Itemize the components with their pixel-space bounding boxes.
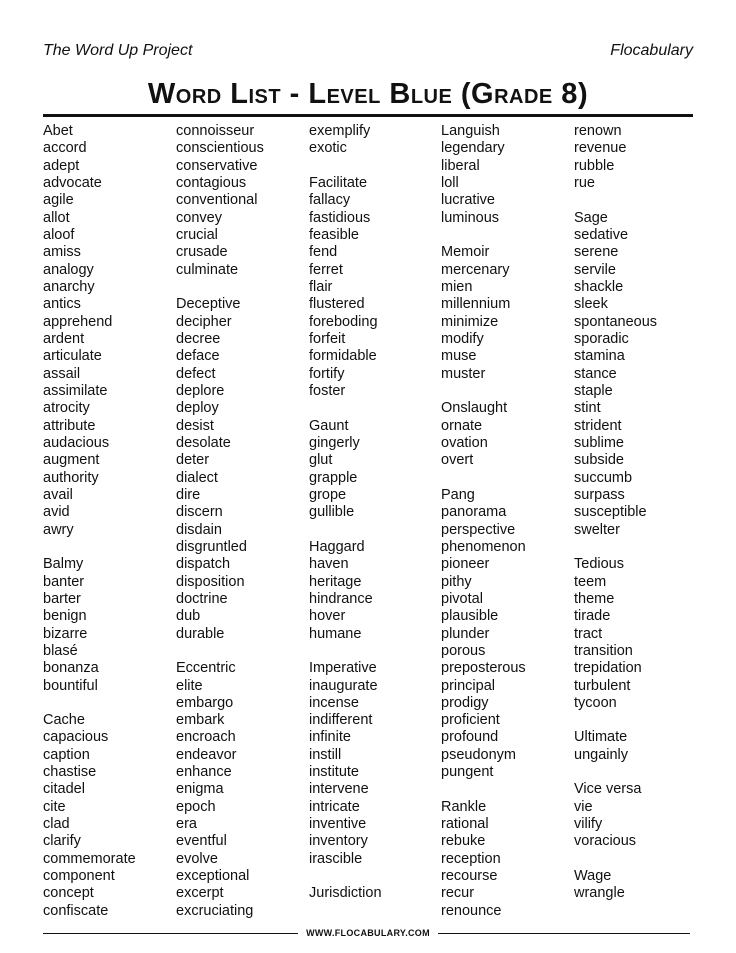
word-item: ferret [309,261,343,278]
word-item: overt [441,452,474,469]
word-item: endeavor [176,746,237,763]
word-gap [176,279,306,296]
footer-rule-left [43,933,298,934]
word-item: adept [43,157,80,174]
word-item: perspective [441,521,516,538]
word-item: Languish [441,123,500,139]
word-item: principal [441,677,495,694]
word-gap [43,695,173,712]
word-item: swelter [574,521,620,538]
word-gap [574,764,704,781]
word-item: flair [309,278,333,295]
word-item: amiss [43,244,81,261]
word-item: capacious [43,729,109,746]
word-gap [309,158,439,175]
word-item: inventive [309,816,367,833]
word-item: gullible [309,504,355,521]
word-item: ungainly [574,746,629,763]
word-item: crusade [176,244,228,261]
title-rule [43,114,693,117]
word-item: Wage [574,868,612,885]
word-item: subside [574,452,624,469]
word-item: decipher [176,313,232,330]
word-item: Imperative [309,660,377,677]
word-item: embargo [176,694,234,711]
word-gap [309,868,439,885]
word-item: forfeit [309,330,346,347]
word-item: sedative [574,226,629,243]
word-item: plausible [441,608,499,625]
brand-name: Flocabulary [610,42,693,59]
word-item: recourse [441,868,498,885]
word-item: liberal [441,157,480,174]
word-item: tract [574,625,603,642]
word-item: rebuke [441,833,486,850]
word-item: haven [309,556,349,573]
word-item: feasible [309,226,359,243]
word-item: chastise [43,764,97,781]
word-item: rubble [574,157,615,174]
word-item: susceptible [574,504,647,521]
word-item: legendary [441,140,505,157]
word-item: Jurisdiction [309,885,382,902]
word-item: minimize [441,313,499,330]
word-item: anarchy [43,278,95,295]
word-item: trepidation [574,660,642,677]
word-item: porous [441,642,486,659]
word-gap [574,539,704,556]
word-item: defect [176,365,216,382]
word-item: elite [176,677,203,694]
word-item: voracious [574,833,637,850]
word-item: recur [441,885,475,902]
word-gap [574,712,704,729]
word-item: intricate [309,798,360,815]
word-item: institute [309,764,359,781]
word-item: awry [43,521,74,538]
word-item: infinite [309,729,351,746]
word-item: antics [43,296,81,313]
word-item: inaugurate [309,677,378,694]
word-item: exotic [309,140,347,157]
word-item: eventful [176,833,227,850]
word-gap [574,192,704,209]
word-item: deploy [176,400,219,417]
word-item: strident [574,417,622,434]
word-item: fend [309,244,338,261]
word-item: glut [309,452,333,469]
word-item: deter [176,452,210,469]
word-item: exceptional [176,868,250,885]
word-item: intervene [309,781,369,798]
word-item: preposterous [441,660,526,677]
word-item: instill [309,746,342,763]
word-item: grapple [309,469,358,486]
word-item: sublime [574,434,624,451]
word-item: conservative [176,157,258,174]
word-item: caption [43,746,90,763]
word-item: spontaneous [574,313,658,330]
word-item: assail [43,365,81,382]
word-item: Cache [43,712,85,729]
footer-rule-right [438,933,690,934]
word-item: luminous [441,209,500,226]
word-item: benign [43,608,87,625]
word-item: Deceptive [176,296,241,313]
word-item: hindrance [309,590,373,607]
word-item: embark [176,712,225,729]
word-item: dire [176,486,201,503]
word-item: Eccentric [176,660,236,677]
word-item: conscientious [176,140,264,157]
word-item: articulate [43,348,102,365]
word-item: decree [176,330,221,347]
word-item: discern [176,504,223,521]
word-item: Ultimate [574,729,628,746]
word-item: bizarre [43,625,88,642]
word-item: indifferent [309,712,373,729]
word-item: phenomenon [441,538,526,555]
word-item: banter [43,573,85,590]
word-item: Pang [441,486,475,503]
word-item: wrangle [574,885,625,902]
word-item: modify [441,330,484,347]
word-item: shackle [574,278,624,295]
word-column-5 [574,123,704,903]
word-item: avail [43,486,73,503]
word-item: era [176,816,197,833]
word-item: contagious [176,174,247,191]
word-item: concept [43,885,94,902]
word-item: audacious [43,434,110,451]
word-item: disdain [176,521,222,538]
word-item: analogy [43,261,94,278]
word-item: commemorate [43,850,136,867]
word-item: proficient [441,712,500,729]
word-item: sleek [574,296,608,313]
word-item: grope [309,486,347,503]
word-item: heritage [309,573,362,590]
word-item: bonanza [43,660,99,677]
word-item: vilify [574,816,603,833]
word-item: gingerly [309,434,360,451]
word-gap [309,643,439,660]
word-item: advocate [43,174,102,191]
word-item: theme [574,590,615,607]
word-item: durable [176,625,225,642]
word-item: Balmy [43,556,84,573]
word-item: Onslaught [441,400,508,417]
word-item: Abet [43,123,73,139]
word-item: fallacy [309,192,351,209]
word-item: desolate [176,434,231,451]
word-item: apprehend [43,313,113,330]
word-item: Sage [574,209,608,226]
word-item: lucrative [441,192,495,209]
word-item: exemplify [309,123,371,139]
word-column-4 [441,123,571,920]
word-item: avid [43,504,70,521]
word-item: deplore [176,382,225,399]
word-item: pithy [441,573,472,590]
word-item: deface [176,348,220,365]
word-item: conventional [176,192,258,209]
word-item: fastidious [309,209,371,226]
word-item: dub [176,608,201,625]
word-item: bountiful [43,677,98,694]
word-gap [441,383,571,400]
word-item: servile [574,261,616,278]
word-item: millennium [441,296,511,313]
word-item: Facilitate [309,174,368,191]
word-item: tycoon [574,694,617,711]
word-item: stance [574,365,617,382]
word-item: hover [309,608,346,625]
word-item: revenue [574,140,627,157]
word-gap [441,227,571,244]
word-item: vie [574,798,593,815]
word-item: atrocity [43,400,90,417]
word-item: succumb [574,469,633,486]
word-item: convey [176,209,222,226]
word-item: turbulent [574,677,631,694]
word-item: teem [574,573,607,590]
word-item: renown [574,123,622,139]
word-item: flustered [309,296,365,313]
word-gap [441,781,571,798]
word-item: fortify [309,365,345,382]
word-item: transition [574,642,633,659]
word-item: augment [43,452,100,469]
word-item: humane [309,625,362,642]
word-item: stint [574,400,601,417]
word-item: encroach [176,729,236,746]
word-item: staple [574,382,613,399]
word-item: doctrine [176,590,228,607]
word-item: disposition [176,573,245,590]
word-item: prodigy [441,694,489,711]
word-item: Tedious [574,556,624,573]
word-item: attribute [43,417,96,434]
word-item: foreboding [309,313,378,330]
word-item: barter [43,590,81,607]
word-item: sporadic [574,330,629,347]
word-item: component [43,868,115,885]
word-item: disgruntled [176,538,247,555]
word-item: serene [574,244,619,261]
word-item: Vice versa [574,781,642,798]
word-item: mien [441,278,473,295]
word-item: desist [176,417,214,434]
word-item: rational [441,816,489,833]
word-item: Gaunt [309,417,349,434]
word-item: crucial [176,226,218,243]
word-item: inventory [309,833,368,850]
word-item: dispatch [176,556,231,573]
word-gap [574,851,704,868]
word-item: pseudonym [441,746,516,763]
word-item: citadel [43,781,85,798]
word-column-1 [43,123,173,920]
word-item: pungent [441,764,494,781]
word-item: clarify [43,833,81,850]
word-item: plunder [441,625,490,642]
word-item: ovation [441,434,488,451]
word-item: enigma [176,781,224,798]
word-item: dialect [176,469,218,486]
word-item: excruciating [176,902,254,919]
word-item: ornate [441,417,483,434]
word-item: enhance [176,764,232,781]
word-item: muster [441,365,486,382]
word-item: rue [574,174,595,191]
word-item: Haggard [309,538,365,555]
word-gap [176,643,306,660]
word-item: culminate [176,261,239,278]
word-item: Rankle [441,798,487,815]
word-gap [43,539,173,556]
word-item: surpass [574,486,625,503]
word-item: clad [43,816,70,833]
word-item: tirade [574,608,611,625]
footer-url: WWW.FLOCABULARY.COM [306,928,430,938]
word-item: cite [43,798,66,815]
word-item: evolve [176,850,218,867]
word-gap [309,400,439,417]
word-item: muse [441,348,477,365]
word-gap [309,522,439,539]
word-item: accord [43,140,87,157]
word-item: authority [43,469,99,486]
word-item: assimilate [43,382,108,399]
page-title: Word List - Level Blue (Grade 8) [147,78,589,110]
word-item: ardent [43,330,85,347]
word-item: agile [43,192,74,209]
word-item: blasé [43,642,78,659]
word-item: incense [309,694,359,711]
word-item: epoch [176,798,216,815]
word-item: confiscate [43,902,109,919]
word-item: Memoir [441,244,490,261]
word-item: excerpt [176,885,224,902]
word-item: aloof [43,226,75,243]
word-item: allot [43,209,70,226]
word-item: panorama [441,504,507,521]
word-item: formidable [309,348,377,365]
word-item: connoisseur [176,123,255,139]
word-column-2 [176,123,306,920]
word-item: foster [309,382,346,399]
word-item: reception [441,850,501,867]
word-item: loll [441,174,459,191]
word-item: profound [441,729,499,746]
word-item: stamina [574,348,625,365]
word-item: mercenary [441,261,510,278]
word-item: pivotal [441,590,483,607]
project-name: The Word Up Project [43,42,193,59]
word-gap [441,470,571,487]
word-column-3 [309,123,439,903]
word-item: pioneer [441,556,490,573]
word-item: irascible [309,850,363,867]
word-item: renounce [441,902,502,919]
